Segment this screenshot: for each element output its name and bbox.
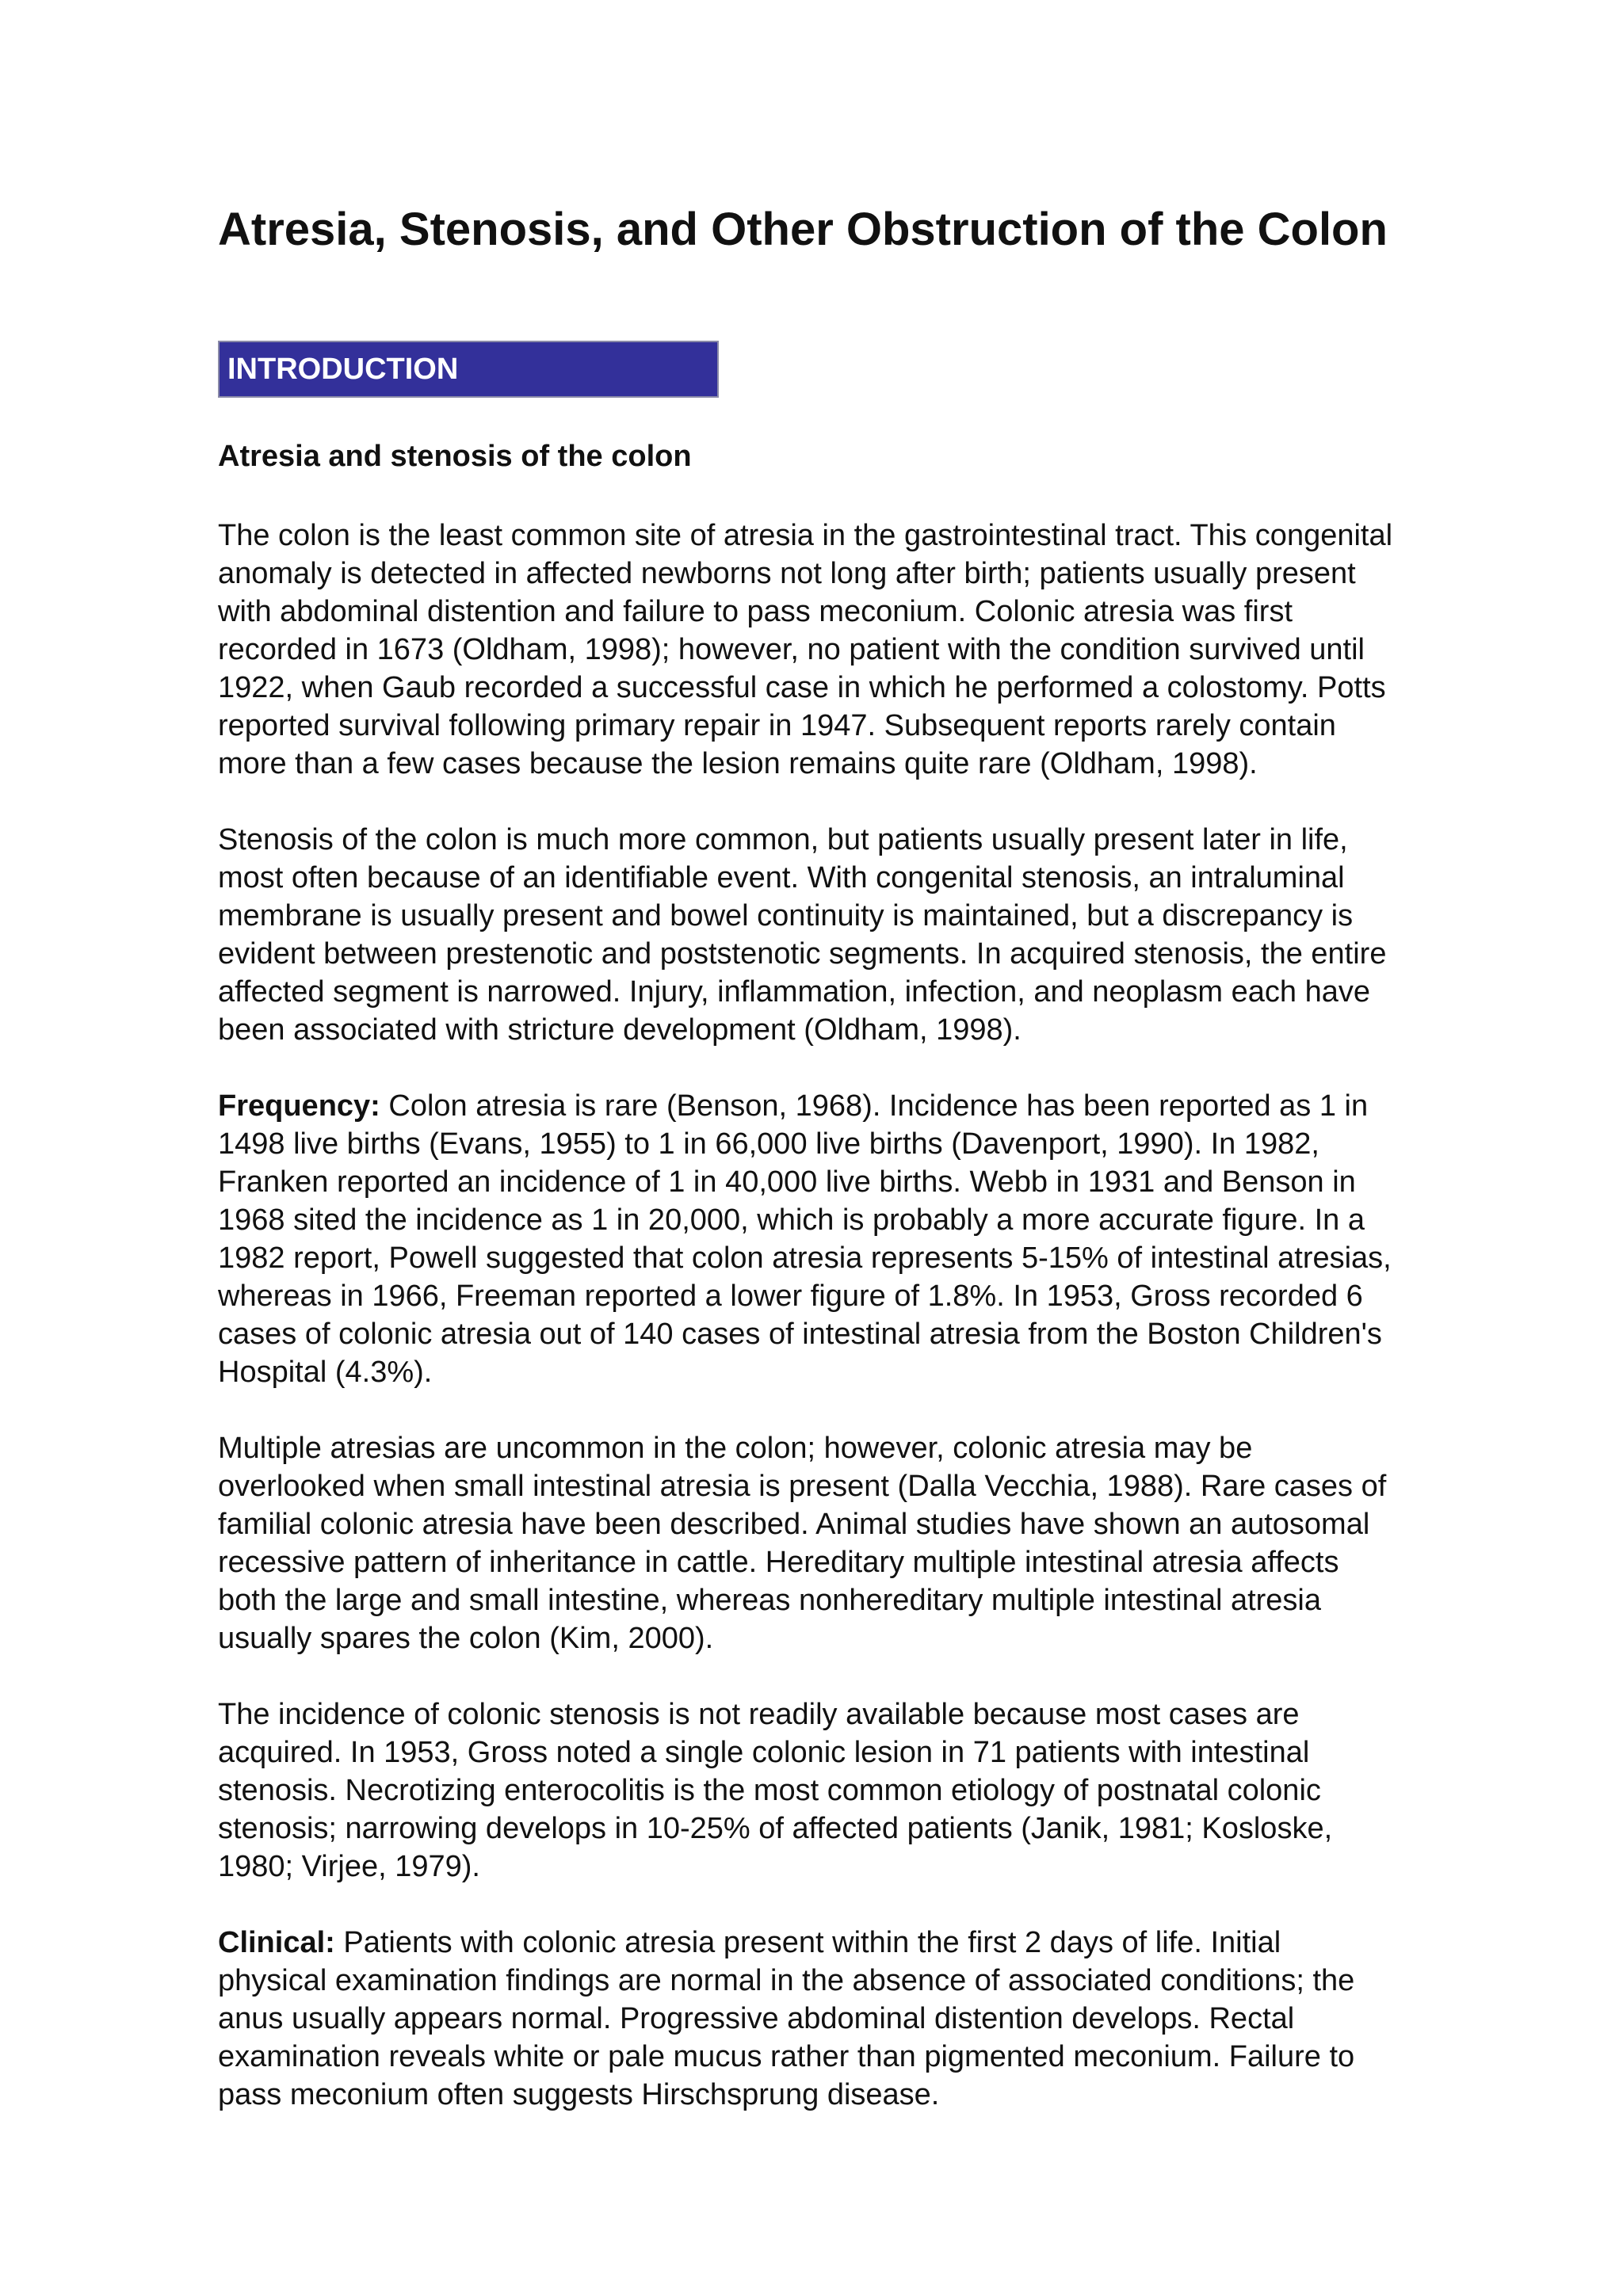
paragraph-frequency: [218, 1087, 1526, 1391]
paragraph-text: Multiple atresias are uncommon in the colon; however, colonic atresia may be overlooked when small intestinal atresia is present (Dalla Vecchia, 1988). Rare cases of familial colonic atresia have been described. Animal studies have shown an autosomal recessive pattern of inheritance in cattle. Hereditary multiple intestinal atresia affects both the large and small intestine, whereas nonhereditary multiple intestinal atresia usually spares the colon (Kim, 2000).: [218, 1432, 1387, 1655]
paragraph-text: The colon is the least common site of atresia in the gastrointestinal tract. This congenital anomaly is detected in affected newborns not long after birth; patients usually present with abdominal distention and failure to pass meconium. Colonic atresia was first recorded in 1673 (Oldham, 1998); however, no patient with the condition survived until 1922, when Gaub recorded a successful case in which he performed a colostomy. Potts reported survival following primary repair in 1947. Subsequent reports rarely contain more than a few cases because the lesion remains quite rare (Oldham, 1998).: [218, 519, 1393, 780]
paragraph: [218, 821, 1526, 1049]
paragraph: [218, 1429, 1526, 1657]
paragraph-text: The incidence of colonic stenosis is not readily available because most cases are acquired. In 1953, Gross noted a single colonic lesion in 71 patients with intestinal stenosis. Necrotizing enterocolitis is the most common etiology of postnatal colonic stenosis; narrowing develops in 10-25% of affected patients (Janik, 1981; Kosloske, 1980; Virjee, 1979).: [218, 1698, 1333, 1883]
document-body: [218, 434, 1526, 2152]
paragraph-clinical: [218, 1924, 1526, 2114]
paragraph: [218, 517, 1526, 783]
paragraph: [218, 1695, 1526, 1886]
paragraph-lead: Clinical:: [218, 1926, 335, 1959]
paragraph-text: Stenosis of the colon is much more common, but patients usually present later in life, most often because of an identifiable event. With congenital stenosis, an intraluminal membrane is usually present and bowel continuity is maintained, but a discrepancy is evident between prestenotic and poststenotic segments. In acquired stenosis, the entire affected segment is narrowed. Injury, inflammation, infection, and neoplasm each have been associated with stricture development (Oldham, 1998).: [218, 823, 1387, 1047]
subheading: Atresia and stenosis of the colon: [218, 440, 692, 473]
paragraph-lead: Frequency:: [218, 1089, 380, 1123]
document-title: Atresia, Stenosis, and Other Obstruction of the Colon: [218, 204, 1388, 255]
paragraph-text: Patients with colonic atresia present within the first 2 days of life. Initial physical examination findings are normal in the absence of associated conditions; the anus usually appears normal. Progressive abdominal distention develops. Rectal examination reveals white or pale mucus rather than pigmented meconium. Failure to pass meconium often suggests Hirschsprung disease.: [218, 1926, 1355, 2111]
section-label-introduction: INTRODUCTION: [218, 341, 719, 398]
paragraph-text: Colon atresia is rare (Benson, 1968). Incidence has been reported as 1 in 1498 live births (Evans, 1955) to 1 in 66,000 live births (Davenport, 1990). In 1982, Franken reported an incidence of 1 in 40,000 live births. Webb in 1931 and Benson in 1968 sited the incidence as 1 in 20,000, which is probably a more accurate figure. In a 1982 report, Powell suggested that colon atresia represents 5-15% of intestinal atresias, whereas in 1966, Freeman reported a lower figure of 1.8%. In 1953, Gross recorded 6 cases of colonic atresia out of 140 cases of intestinal atresia from the Boston Children's Hospital (4.3%).: [218, 1089, 1392, 1389]
